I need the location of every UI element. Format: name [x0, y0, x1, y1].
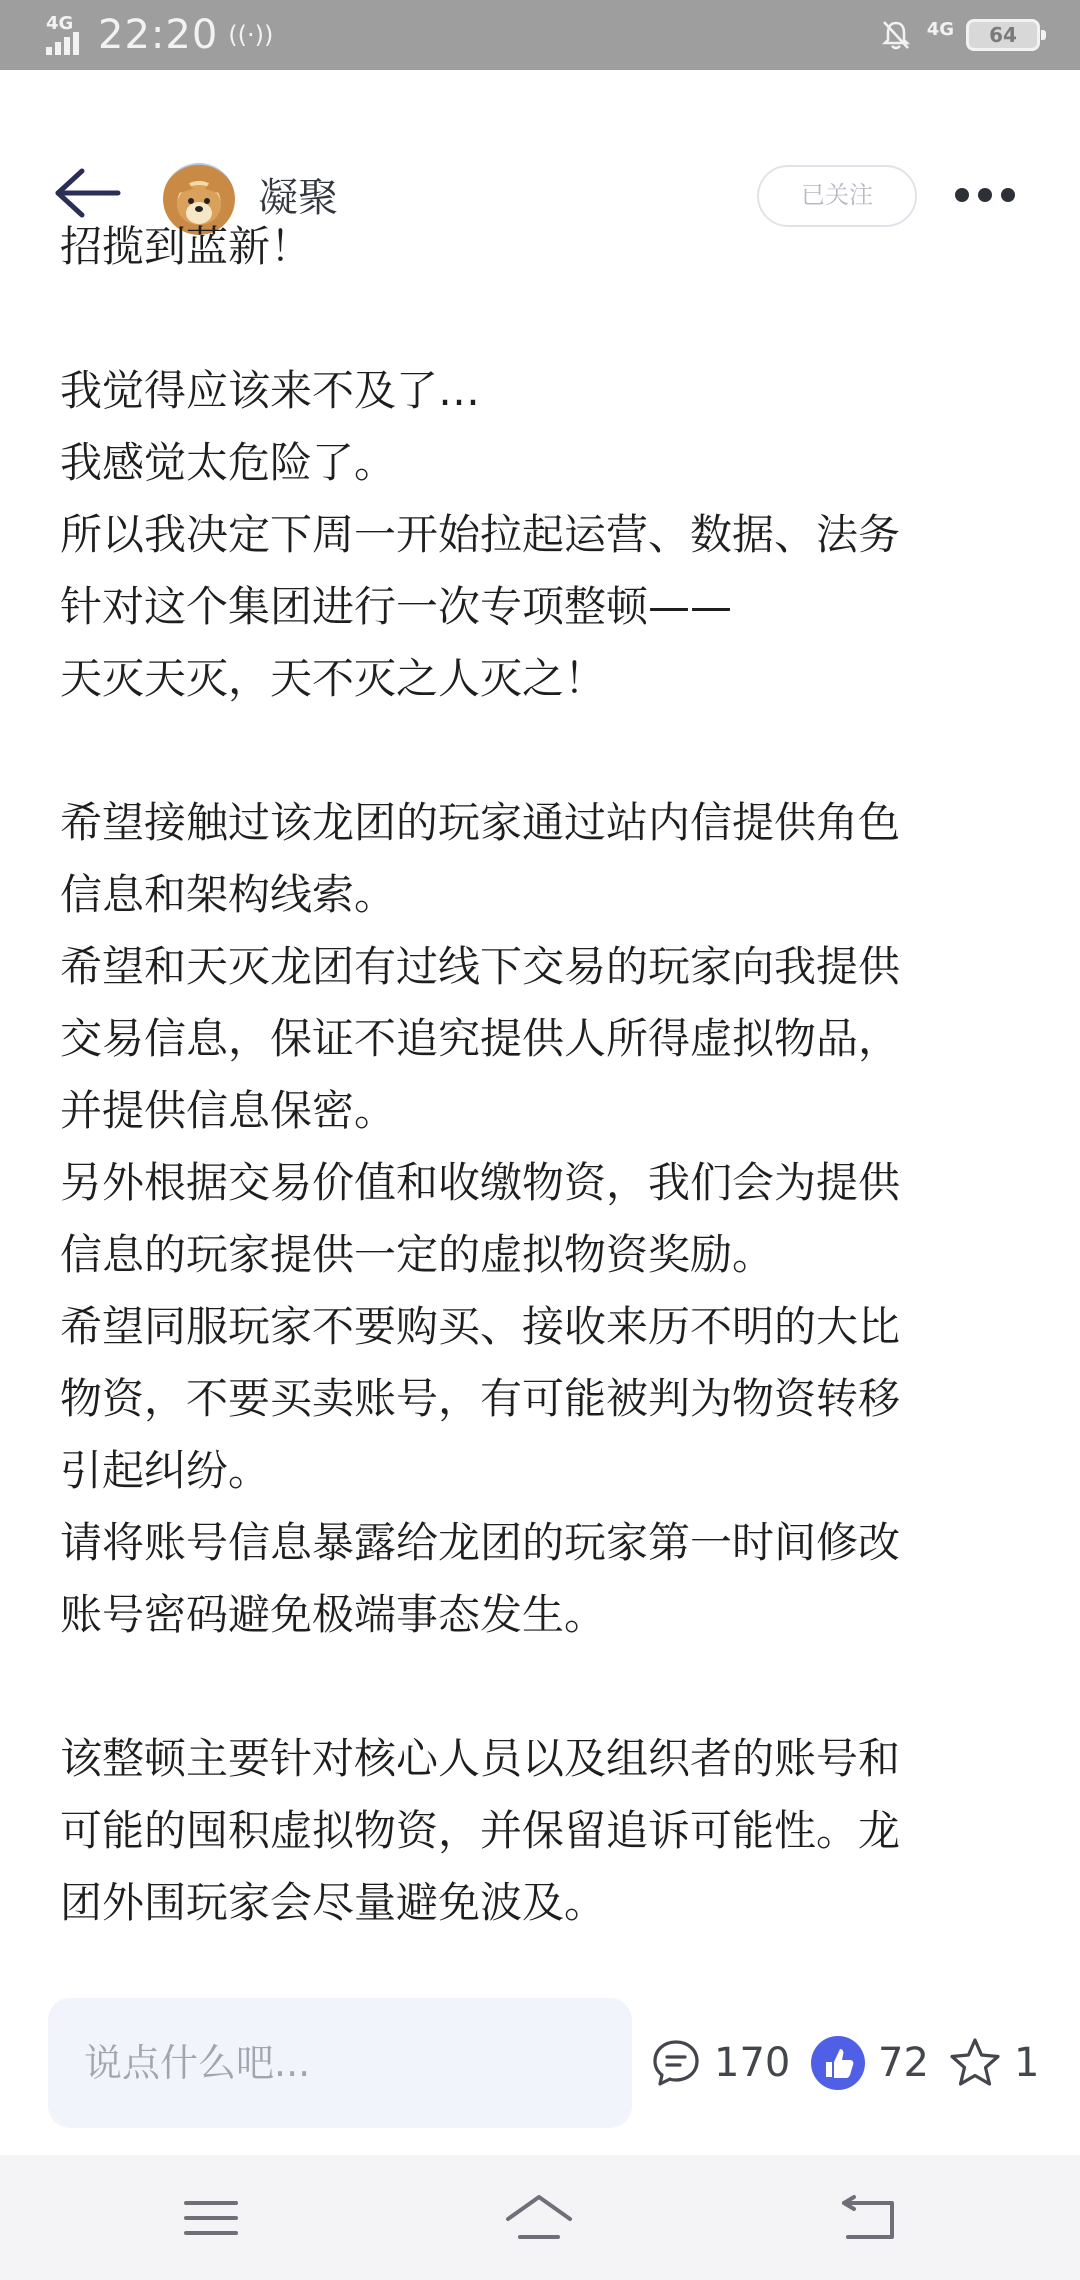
article-line: 信息的玩家提供一定的虚拟物资奖励。	[60, 1230, 775, 1279]
article-line: 希望和天灭龙团有过线下交易的玩家向我提供	[60, 942, 901, 991]
article-line: 并提供信息保密。	[60, 1086, 397, 1135]
article-line: 该整顿主要针对核心人员以及组织者的账号和	[60, 1734, 901, 1783]
follow-button[interactable]: 已关注	[757, 165, 917, 227]
article-line: 请将账号信息暴露给龙团的玩家第一时间修改	[60, 1518, 901, 1567]
article-line: 交易信息，保证不追究提供人所得虚拟物品，	[60, 1014, 901, 1063]
article-line: 另外根据交易价值和收缴物资，我们会为提供	[60, 1158, 901, 1207]
article-line: 我感觉太危险了。	[60, 438, 397, 487]
more-dots-icon[interactable]	[955, 180, 1025, 210]
like-count: 72	[878, 2040, 929, 2086]
star-icon	[948, 2036, 1002, 2090]
bell-off-icon	[879, 18, 913, 52]
article-line: 天灭天灭，天不灭之人灭之！	[60, 654, 607, 703]
status-bar	[0, 0, 1080, 70]
like-button[interactable]	[810, 2025, 929, 2101]
action-bar	[0, 1985, 1080, 2135]
comment-icon	[650, 2037, 702, 2089]
comment-count: 170	[714, 2040, 791, 2086]
article-line: 我觉得应该来不及了…	[60, 366, 481, 415]
favorite-button[interactable]	[948, 2025, 1039, 2101]
article-line: 账号密码避免极端事态发生。	[60, 1590, 607, 1639]
article-line: 物资，不要买卖账号，有可能被判为物资转移	[60, 1374, 901, 1423]
vibrate-icon: ((·))	[228, 21, 274, 49]
article-line: 引起纠纷。	[60, 1446, 271, 1495]
comment-button[interactable]	[650, 2025, 790, 2101]
signal-label: 4G	[46, 13, 74, 34]
battery-icon	[966, 19, 1040, 51]
article-line: 团外围玩家会尽量避免波及。	[60, 1878, 607, 1927]
status-time: 22:20	[98, 12, 219, 58]
article-line: 针对这个集团进行一次专项整顿——	[60, 582, 733, 631]
article-line: 希望同服玩家不要购买、接收来历不明的大比	[60, 1302, 901, 1351]
battery-level: 64	[989, 23, 1017, 47]
article-line: 希望接触过该龙团的玩家通过站内信提供角色	[60, 798, 901, 847]
author-name[interactable]: 凝聚	[258, 175, 338, 221]
article-line: 可能的囤积虚拟物资，并保留追诉可能性。龙	[60, 1806, 901, 1855]
signal-icon	[44, 15, 80, 55]
article-line: 所以我决定下周一开始拉起运营、数据、法务	[60, 510, 901, 559]
home-icon[interactable]	[504, 2183, 574, 2253]
menu-icon[interactable]	[176, 2183, 246, 2253]
thumbs-up-icon	[810, 2035, 866, 2091]
network-label: 4G	[926, 18, 954, 40]
favorite-count: 1	[1014, 2040, 1040, 2086]
comment-input[interactable]	[48, 1998, 632, 2128]
article-cut-line: 招揽到蓝新！	[60, 222, 313, 271]
article-body	[60, 355, 1030, 1939]
post-content	[0, 222, 1080, 1945]
article-line: 信息和架构线索。	[60, 870, 397, 919]
back-icon[interactable]	[834, 2183, 904, 2253]
system-nav-bar	[0, 2155, 1080, 2280]
